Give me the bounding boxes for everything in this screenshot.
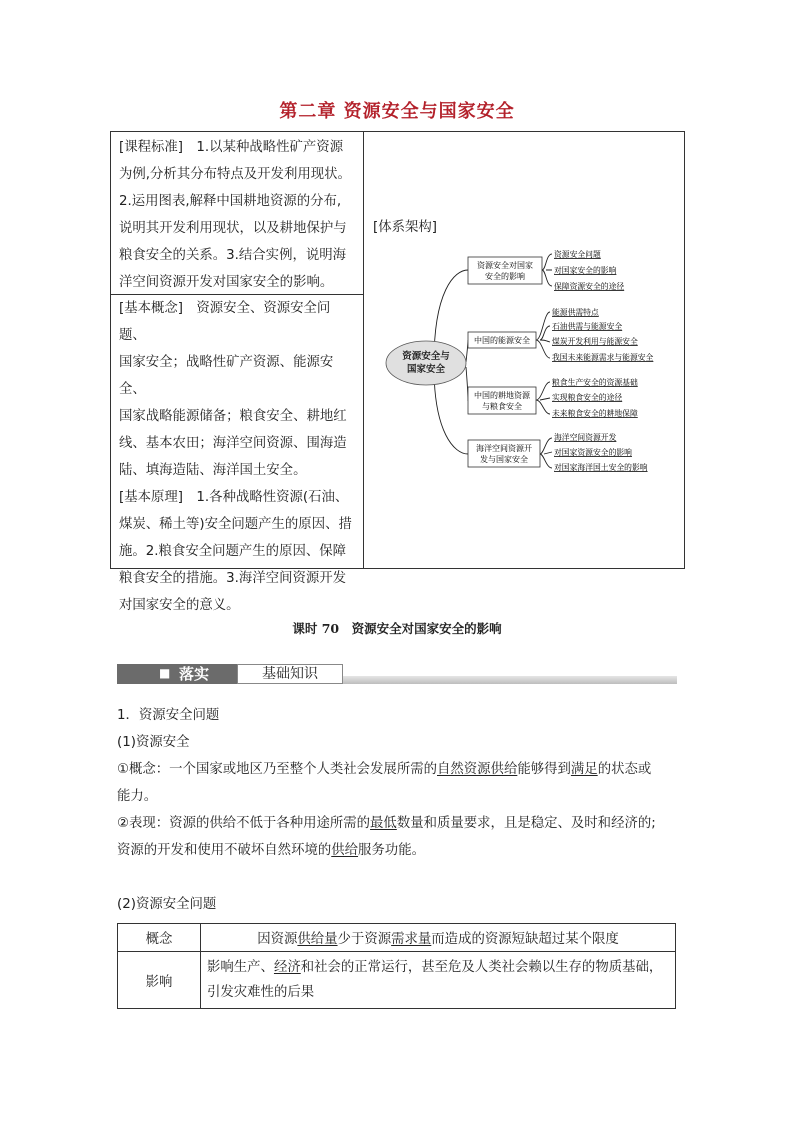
mindmap-leaf: 我国未来能源需求与能源安全 [552, 353, 654, 362]
mindmap-leaf: 资源安全问题 [554, 250, 601, 259]
concept-line: 国家战略能源储备；粮食安全、耕地红 [119, 409, 347, 424]
mindmap-leaf: 粮食生产安全的资源基础 [552, 378, 638, 387]
architecture-label: [体系架构] [373, 220, 438, 235]
standard-line: 洋空间资源开发对国家安全的影响。 [119, 275, 334, 290]
standard-line: 粮食安全的关系。3.结合实例，说明海 [119, 248, 347, 263]
underlined-term: 需求量 [391, 932, 432, 947]
text-run: ①概念：一个国家或地区乃至整个人类社会发展所需的 [117, 762, 437, 777]
underlined-term: 满足 [570, 762, 598, 777]
principle-line: 施。2.粮食安全问题产生的原因、保障 [119, 544, 347, 559]
mindmap-leaf: 海洋空间资源开发 [554, 433, 617, 442]
text-run: ②表现：资源的供给不低于各种用途所需的 [117, 816, 371, 831]
concept-line: 陆、填海造陆、海洋国土安全。 [119, 463, 307, 478]
manifestation-paragraph [117, 815, 687, 833]
standard-line: 2.运用图表,解释中国耕地资源的分布, [119, 194, 342, 209]
text-run: 少于资源 [337, 932, 392, 947]
section-tab-dark [117, 664, 237, 684]
principle-line: 粮食安全的措施。3.海洋空间资源开发 [119, 571, 347, 586]
mindmap-leaf: 实现粮食安全的途径 [552, 393, 623, 402]
mindmap-leaf: 对国家海洋国土安全的影响 [554, 463, 648, 472]
mindmap-branch-4-label: 海洋空间资源开 [476, 444, 532, 453]
table-row-header: 概念 [118, 924, 201, 952]
text-run: 服务功能。 [358, 843, 425, 858]
underlined-term: 自然资源供给 [437, 762, 518, 777]
lesson-title: 课时 70 资源安全对国家安全的影响 [292, 621, 502, 636]
mindmap-leaf: 煤炭开发利用与能源安全 [552, 337, 638, 346]
text-run: 资源的开发和使用不破坏自然环境的 [117, 843, 332, 858]
text-run: 影响生产、 [207, 960, 274, 975]
table-row-header: 影响 [118, 952, 201, 1009]
principle-line: 煤炭、稀土等)安全问题产生的原因、措 [119, 517, 352, 532]
overview-left-column [111, 132, 364, 613]
heading-resource-security-issues: 1．资源安全问题 [117, 708, 220, 723]
section-tab-light: 基础知识 [237, 664, 343, 684]
text-run: 引发灾难性的后果 [207, 985, 315, 1000]
concept-line: 国家安全；战略性矿产资源、能源安全、 [119, 355, 334, 397]
curriculum-standard-cell [111, 132, 363, 295]
text-run: 因资源 [257, 932, 298, 947]
subheading-resource-security: (1)资源安全 [117, 735, 190, 750]
standard-line: 为例,分析其分布特点及开发利用现状。 [119, 167, 351, 182]
section-tab-dark-label: 落实 [179, 665, 210, 683]
manifestation-paragraph-continued [117, 842, 687, 860]
concept-paragraph-continued: 能力。 [117, 789, 158, 804]
mindmap-leaf: 对国家资源安全的影响 [554, 448, 632, 457]
table-row [118, 924, 676, 952]
subheading-resource-security-issues: (2)资源安全问题 [117, 897, 217, 912]
concept-line: 线、基本农田；海洋空间资源、围海造 [119, 436, 347, 451]
mindmap-root-line-2: 国家安全 [406, 364, 446, 375]
principle-line: 1.各种战略性资源(石油、 [183, 490, 349, 505]
curriculum-standard-label: [课程标准] [119, 140, 184, 155]
text-run: 和社会的正常运行，甚至危及人类社会赖以生存的物质基础， [300, 960, 663, 975]
basic-principles-label: [基本原理] [119, 490, 184, 505]
mindmap-root-line-1: 资源安全与 [402, 351, 450, 362]
mindmap-branch-1-label: 资源安全对国家 [477, 261, 533, 270]
text-run: 数量和质量要求，且是稳定、及时和经济的; [396, 816, 656, 831]
concept-paragraph [117, 761, 687, 779]
mindmap-branch-2-label: 中国的能源安全 [474, 336, 530, 345]
mindmap-branch-4-label: 发与国家安全 [480, 455, 528, 464]
text-run: 能够得到 [517, 762, 571, 777]
chapter-title: 第二章 资源安全与国家安全 [279, 101, 515, 122]
mindmap-leaf: 石油供需与能源安全 [552, 322, 623, 331]
table-row [118, 952, 676, 1009]
text-run: 而造成的资源短缺超过某个限度 [431, 932, 619, 947]
underlined-term: 供给 [331, 843, 359, 858]
mindmap-branch-1-label: 安全的影响 [485, 272, 525, 281]
square-bullet-icon: ■ [159, 666, 171, 680]
text-run: 的状态或 [597, 762, 652, 777]
mindmap-leaf: 未来粮食安全的耕地保障 [552, 409, 638, 418]
mindmap-leaf: 能源供需特点 [552, 308, 599, 317]
table-cell [201, 924, 676, 952]
principle-line: 对国家安全的意义。 [119, 598, 240, 613]
basic-concepts-label: [基本概念] [119, 301, 184, 316]
mindmap-leaf: 对国家安全的影响 [554, 266, 617, 275]
underlined-term: 经济 [273, 960, 301, 975]
curriculum-standard-text [119, 134, 357, 161]
mindmap-leaf: 保障资源安全的途径 [554, 282, 625, 291]
standard-line: 说明其开发利用现状，以及耕地保护与 [119, 221, 347, 236]
mindmap-diagram [364, 232, 684, 492]
concept-line: 资源安全、资源安全问题、 [119, 301, 331, 343]
resource-security-issue-table [117, 923, 676, 1009]
mindmap-branch-3-label: 中国的耕地资源 [474, 391, 530, 400]
section-header-bar [117, 664, 677, 684]
table-cell [201, 952, 676, 1009]
overview-table [110, 131, 685, 613]
standard-line: 1.以某种战略性矿产资源 [183, 140, 344, 155]
underlined-term: 最低 [370, 816, 397, 831]
mindmap-branch-3-label: 与粮食安全 [482, 402, 522, 411]
concepts-principles-cell [111, 295, 363, 613]
underlined-term: 供给量 [297, 932, 338, 947]
mindmap-root-node [386, 341, 466, 385]
